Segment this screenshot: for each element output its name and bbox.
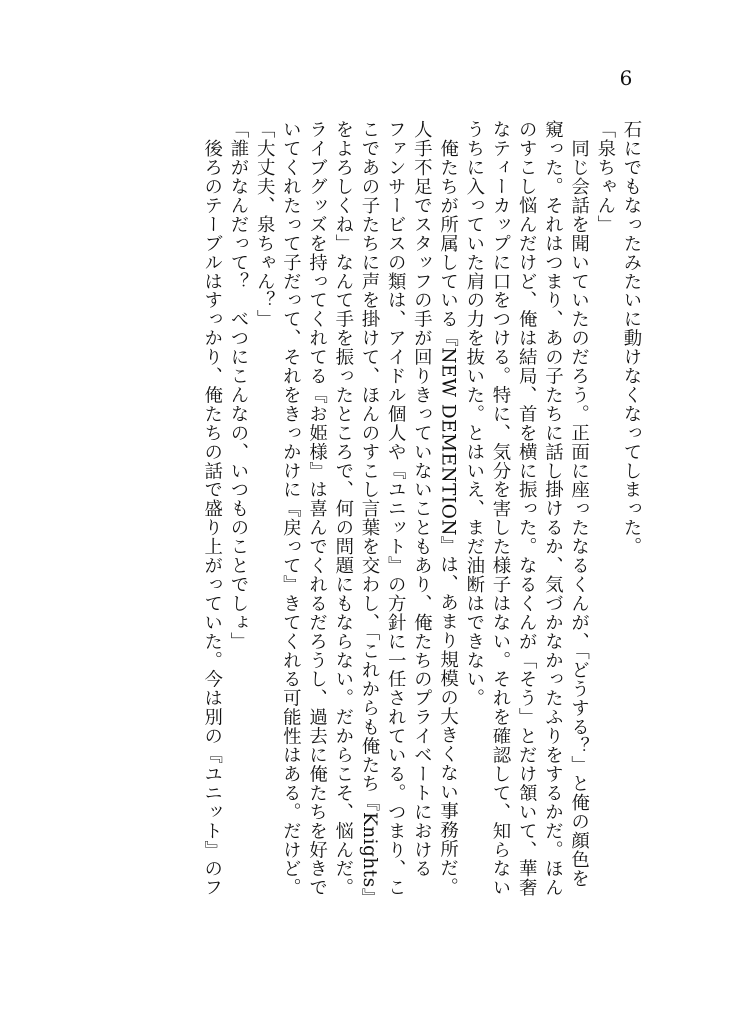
text-line-5: のすこし悩んだけど、俺は結局、首を横に振った。なるくんが「そう」とだけ頷いて、華奢	[516, 120, 538, 897]
text-line-3: 同じ会話を聞いていたのだろう。正面に座ったなるくんが、「どうする？」と俺の顔色を	[568, 120, 590, 888]
text-line-4: 窺った。それはつまり、あの子たちに話し掛けるか、気づかなかったふりをするかだ。ほん	[542, 120, 564, 897]
text-line-8: 俺たちが所属している『NEW DEMENTION』は、あまり規模の大きくない事務所だ。	[437, 120, 459, 897]
text-line-1: 石にでもなったみたいに動けなくなってしまった。	[621, 120, 642, 556]
text-line-17: 後ろのテーブルはすっかり、俺たちの話で盛り上がっていた。今は別の『ユニット』のフ	[201, 120, 223, 897]
text-line-10: ファンサービスの類は、アイドル個人や『ユニット』の方針に一任されている。つまり、こ	[385, 120, 407, 897]
text-line-12: をよろしくね」なんて手を振ったところで、何の問題にもならない。だからこそ、悩んだ。	[332, 120, 354, 897]
text-line-15: 「大丈夫、泉ちゃん？」	[254, 120, 276, 329]
text-line-9: 人手不足でスタッフの手が回りきっていないこともあり、俺たちのプライベートにおける	[411, 120, 433, 878]
text-line-2: 「泉ちゃん」	[594, 120, 616, 234]
text-line-6: なティーカップに口をつける。特に、気分を害した様子はない。それを確認して、知らない	[489, 120, 511, 897]
text-line-14: いてくれたって子だって、それをきっかけに『戻って』きてくれる可能性はある。だけど。	[280, 120, 302, 897]
text-line-16: 「誰がなんだって？ べつにこんなの、いつものことでしょ」	[227, 120, 249, 651]
page-number: 6	[619, 66, 633, 90]
vertical-body-text	[199, 120, 644, 940]
text-line-11: こであの子たちに声を掛けて、ほんのすこし言葉を交わし、「これからも俺たち『Knights』	[358, 120, 380, 907]
text-line-7: うちに入っていた肩の力を抜いた。とはいえ、まだ油断はできない。	[463, 120, 485, 708]
text-line-13: ライブグッズを持ってくれてる『お姫様』は喜んでくれるだろうし、過去に俺たちを好きで	[306, 120, 328, 897]
